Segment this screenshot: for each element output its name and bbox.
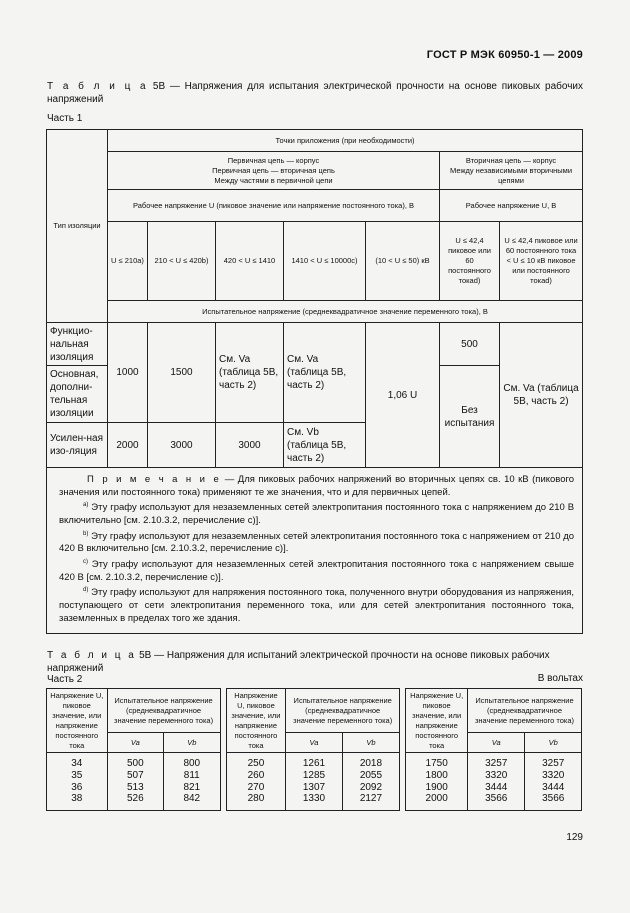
value-cell: См. Va (таблица 5В, часть 2) [284,323,366,423]
footnote-text: Эту графу используют для незаземленных сетей электропитания постоянного тока с напряжением до 210 В включительно [см. 2.10.3.2, перечисление с)]. [59,502,575,526]
table1-caption [47,80,583,106]
range-header: U ≤ 42,4 пиковое или 60 постоянного тока < U ≤ 10 кВ пиковое или постоянного токаd) [500,222,583,301]
table2-caption-word: Т а б л и ц а [47,650,137,661]
footnote [59,528,574,556]
working-voltage-primary-header: Рабочее напряжение U (пиковое значение или напряжение постоянного тока), В [108,190,440,222]
note-word: П р и м е ч а н и е [87,474,222,485]
table2-caption-text: 5В — Напряжения для испытаний электрической прочности на основе пиковых рабочих напряжений [47,650,550,674]
standard-designation: ГОСТ Р МЭК 60950-1 — 2009 [426,49,583,61]
row-label-basic: Основная, дополни-тельная изоляции [47,366,108,423]
test-voltage-header: Испытательное напряжение (среднеквадратичное значение переменного тока), В [108,301,583,323]
value-cell: См. Va (таблица 5В, часть 2) [500,323,583,468]
value-cell: 1500 [148,323,216,423]
table1-caption-word: Т а б л и ц а [47,81,149,92]
footnote-mark: c) [83,558,88,565]
value-cell: См. Vb (таблица 5В, часть 2) [284,423,366,468]
primary-points-header: Первичная цепь — корпус Первичная цепь — вторичная цепь Между частями в первичной цепи [108,152,440,190]
footnote [59,584,574,625]
range-header: 1410 < U ≤ 10000c) [284,222,366,301]
value-cell: 1,06 U [366,323,440,468]
table-cell: 1750 1800 1900 2000 [406,753,468,811]
insulation-type-header: Тип изоляции [47,130,108,323]
table1-caption-text: 5В — Напряжения для испытания электрической прочности на основе пиковых рабочих напряжений [47,81,584,105]
value-cell: 3000 [216,423,284,468]
range-header: U ≤ 42,4 пиковое или 60 постоянного токаd) [440,222,500,301]
table2-caption [47,649,587,675]
value-cell: 3000 [148,423,216,468]
table-cell: 800 811 821 842 [164,753,220,811]
table2-part-label: Часть 2 [47,674,83,685]
footnote-mark: a) [83,502,89,509]
footnote [59,499,574,527]
voltage-col-header: Напряжение U, пиковое значение, или напряжение постоянного тока [47,689,108,753]
footnote-text: Эту графу используют для незаземленных сетей электропитания постоянного тока с напряжением от 210 до 420 В включительно [см. 2.10.3.2, перечисление с)]. [59,530,575,555]
table1 [46,129,583,634]
vb-header: Vb [525,733,582,753]
table-cell: 34 35 36 38 [47,753,108,811]
table2 [46,688,582,811]
footnote-text: Эту графу используют для незаземленных сетей электропитания постоянного тока с напряжением свыше 420 В [см. 2.10.3.2, перечисление с)]. [59,559,575,583]
value-cell: Без испытания [440,366,500,468]
table1-notes [47,468,583,634]
test-col-header: Испытательное напряжение (среднеквадратичное значение переменного тока) [107,689,220,733]
units-label: В вольтах [537,673,583,684]
vb-header: Vb [342,733,400,753]
working-voltage-secondary-header: Рабочее напряжение U, В [440,190,583,222]
application-points-header: Точки приложения (при необходимости) [108,130,583,152]
va-header: Va [286,733,342,753]
table-cell: 500 507 513 526 [107,753,163,811]
value-cell: 2000 [108,423,148,468]
table-cell: 250 260 270 280 [226,753,286,811]
va-header: Va [107,733,163,753]
voltage-col-header: Напряжение U, пиковое значение, или напряжение постоянного тока [226,689,286,753]
value-cell: 500 [440,323,500,366]
table-cell: 3257 3320 3444 3566 [525,753,582,811]
range-header: (10 < U ≤ 50) кВ [366,222,440,301]
footnote-mark: d) [83,587,89,594]
row-label-reinforced: Усилен-ная изо-ляция [47,423,108,468]
range-header: U ≤ 210a) [108,222,148,301]
footnote-text: Эту графу используют для напряжения постоянного тока, полученного внутри оборудования из напряжения, поступающего от сети электропитания переменного тока, или для сетей электропитания постоянного тока, заземленных в пределах того же здания. [59,587,575,624]
range-header: 210 < U ≤ 420b) [148,222,216,301]
footnote [59,556,574,584]
test-col-header: Испытательное напряжение (среднеквадратичное значение переменного тока) [286,689,400,733]
note-paragraph [59,474,574,499]
value-cell: 1000 [108,323,148,423]
range-header: 420 < U ≤ 1410 [216,222,284,301]
row-label-functional: Функцио-нальная изоляция [47,323,108,366]
test-col-header: Испытательное напряжение (среднеквадратичное значение переменного тока) [467,689,581,733]
va-header: Va [467,733,525,753]
value-cell: См. Va (таблица 5В, часть 2) [216,323,284,423]
secondary-points-header: Вторичная цепь — корпус Между независимыми вторичными цепями [440,152,583,190]
note-text: — Для пиковых рабочих напряжений во вторичных цепях св. 10 кВ (пикового значения или постоянного тока) применяют те же значения, что и для первичных цепей. [59,474,575,498]
footnote-mark: b) [83,530,89,537]
table-cell: 1261 1285 1307 1330 [286,753,342,811]
table1-part-label: Часть 1 [47,113,83,124]
page-number: 129 [566,832,583,843]
table-cell: 3257 3320 3444 3566 [467,753,525,811]
vb-header: Vb [164,733,220,753]
voltage-col-header: Напряжение U, пиковое значение, или напряжение постоянного тока [406,689,468,753]
table-cell: 2018 2055 2092 2127 [342,753,400,811]
